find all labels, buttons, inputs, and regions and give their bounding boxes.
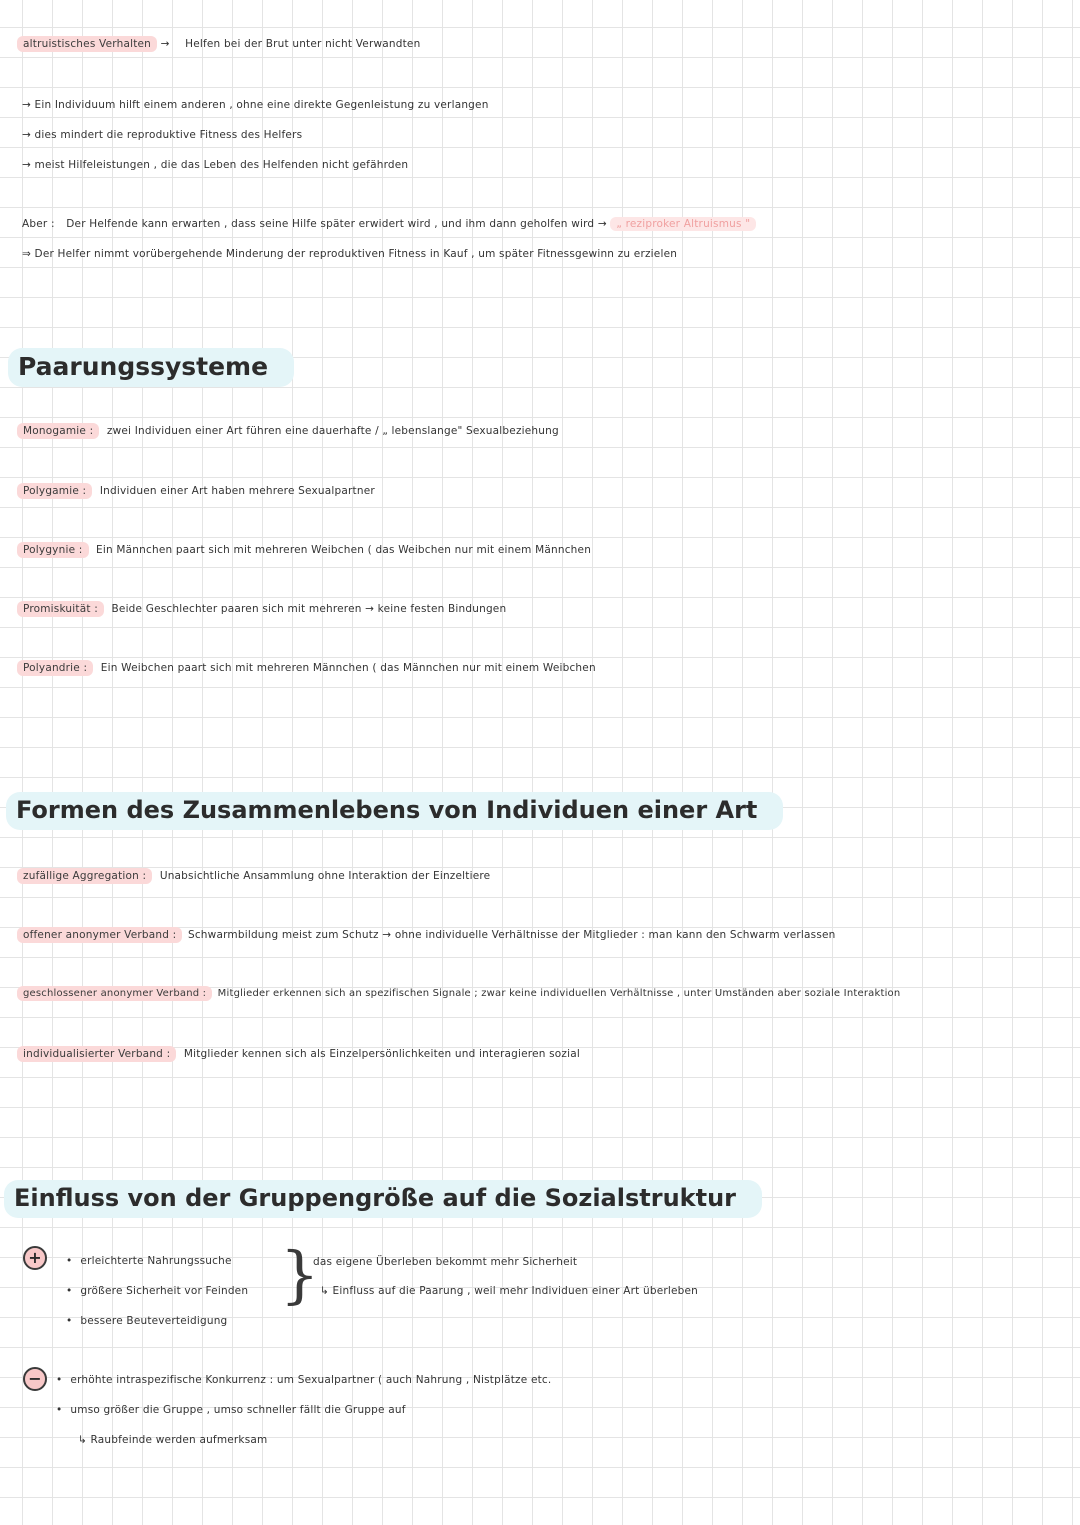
altruism-term: altruistisches Verhalten xyxy=(17,36,157,52)
paarung-item xyxy=(17,425,559,437)
minus-sub: ↳ Raubfeinde werden aufmerksam xyxy=(78,1434,268,1446)
formen-term: offener anonymer Verband : xyxy=(17,927,182,943)
brace-text-2: ↳ Einfluss auf die Paarung , weil mehr Individuen einer Art überleben xyxy=(320,1285,699,1297)
formen-item xyxy=(17,870,490,882)
brace-text-1: das eigene Überleben bekommt mehr Sicherheit xyxy=(313,1256,578,1268)
aber-text: Der Helfende kann erwarten , dass seine Hilfe später erwidert wird , und ihm dann geholfen wird → xyxy=(66,218,607,230)
arrow-icon: → xyxy=(160,38,170,50)
paarung-text: Ein Männchen paart sich mit mehreren Weibchen ( das Weibchen nur mit einem Männchen xyxy=(96,544,592,556)
formen-item xyxy=(17,929,836,941)
paarung-text: Ein Weibchen paart sich mit mehreren Männchen ( das Männchen nur mit einem Weibchen xyxy=(100,662,596,674)
plus-item: • größere Sicherheit vor Feinden xyxy=(66,1285,248,1297)
formen-term: zufällige Aggregation : xyxy=(17,868,152,884)
formen-text: Mitglieder erkennen sich an spezifischen Signale ; zwar keine individuellen Verhältnisse , unter Umständen aber soziale Interaktion xyxy=(217,988,901,999)
aber-row xyxy=(22,218,756,230)
minus-item: • umso größer die Gruppe , umso schneller fällt die Gruppe auf xyxy=(56,1404,406,1416)
paarung-heading: Paarungssysteme xyxy=(8,348,294,387)
formen-item xyxy=(17,1048,580,1060)
formen-text: Schwarmbildung meist zum Schutz → ohne individuelle Verhältnisse der Mitglieder : man kann den Schwarm verlassen xyxy=(187,929,836,941)
altruism-definition: Helfen bei der Brut unter nicht Verwandten xyxy=(185,38,421,50)
paarung-item xyxy=(17,603,506,615)
paarung-term: Polygamie : xyxy=(17,483,92,499)
paarung-term: Polyandrie : xyxy=(17,660,93,676)
aber-label: Aber : xyxy=(22,218,55,230)
altruism-line-1: → Ein Individuum hilft einem anderen , ohne eine direkte Gegenleistung zu verlangen xyxy=(22,99,489,111)
formen-heading: Formen des Zusammenlebens von Individuen einer Art xyxy=(6,792,783,830)
minus-item: • erhöhte intraspezifische Konkurrenz : um Sexualpartner ( auch Nahrung , Nistplätze etc. xyxy=(56,1374,551,1386)
plus-icon: + xyxy=(23,1246,47,1270)
paarung-item xyxy=(17,485,375,497)
formen-text: Mitglieder kennen sich als Einzelpersönlichkeiten und interagieren sozial xyxy=(183,1048,581,1060)
altruism-row xyxy=(17,38,420,50)
formen-term: individualisierter Verband : xyxy=(17,1046,176,1062)
paarung-term: Polygynie : xyxy=(17,542,89,558)
formen-term: geschlossener anonymer Verband : xyxy=(17,986,212,1001)
altruism-conclusion: ⇒ Der Helfer nimmt vorübergehende Minderung der reproduktiven Fitness in Kauf , um später Fitnessgewinn zu erzielen xyxy=(22,248,678,260)
paarung-item xyxy=(17,662,596,674)
plus-item: • erleichterte Nahrungssuche xyxy=(66,1255,232,1267)
brace-icon: } xyxy=(280,1238,320,1311)
altruism-line-3: → meist Hilfeleistungen , die das Leben des Helfenden nicht gefährden xyxy=(22,159,409,171)
paarung-text: Individuen einer Art haben mehrere Sexualpartner xyxy=(99,485,375,497)
formen-text: Unabsichtliche Ansammlung ohne Interaktion der Einzeltiere xyxy=(159,870,491,882)
paarung-term: Monogamie : xyxy=(17,423,99,439)
paarung-term: Promiskuität : xyxy=(17,601,104,617)
einfluss-heading: Einfluss von der Gruppengröße auf die Sozialstruktur xyxy=(4,1180,762,1218)
formen-item xyxy=(17,988,900,999)
reciprocal-altruism: „ reziproker Altruismus " xyxy=(610,217,756,231)
plus-item: • bessere Beuteverteidigung xyxy=(66,1315,227,1327)
paarung-text: zwei Individuen einer Art führen eine dauerhafte / „ lebenslange" Sexualbeziehung xyxy=(106,425,559,437)
minus-icon: − xyxy=(23,1367,47,1391)
paarung-item xyxy=(17,544,591,556)
altruism-line-2: → dies mindert die reproduktive Fitness des Helfers xyxy=(22,129,303,141)
paarung-text: Beide Geschlechter paaren sich mit mehreren → keine festen Bindungen xyxy=(111,603,507,615)
